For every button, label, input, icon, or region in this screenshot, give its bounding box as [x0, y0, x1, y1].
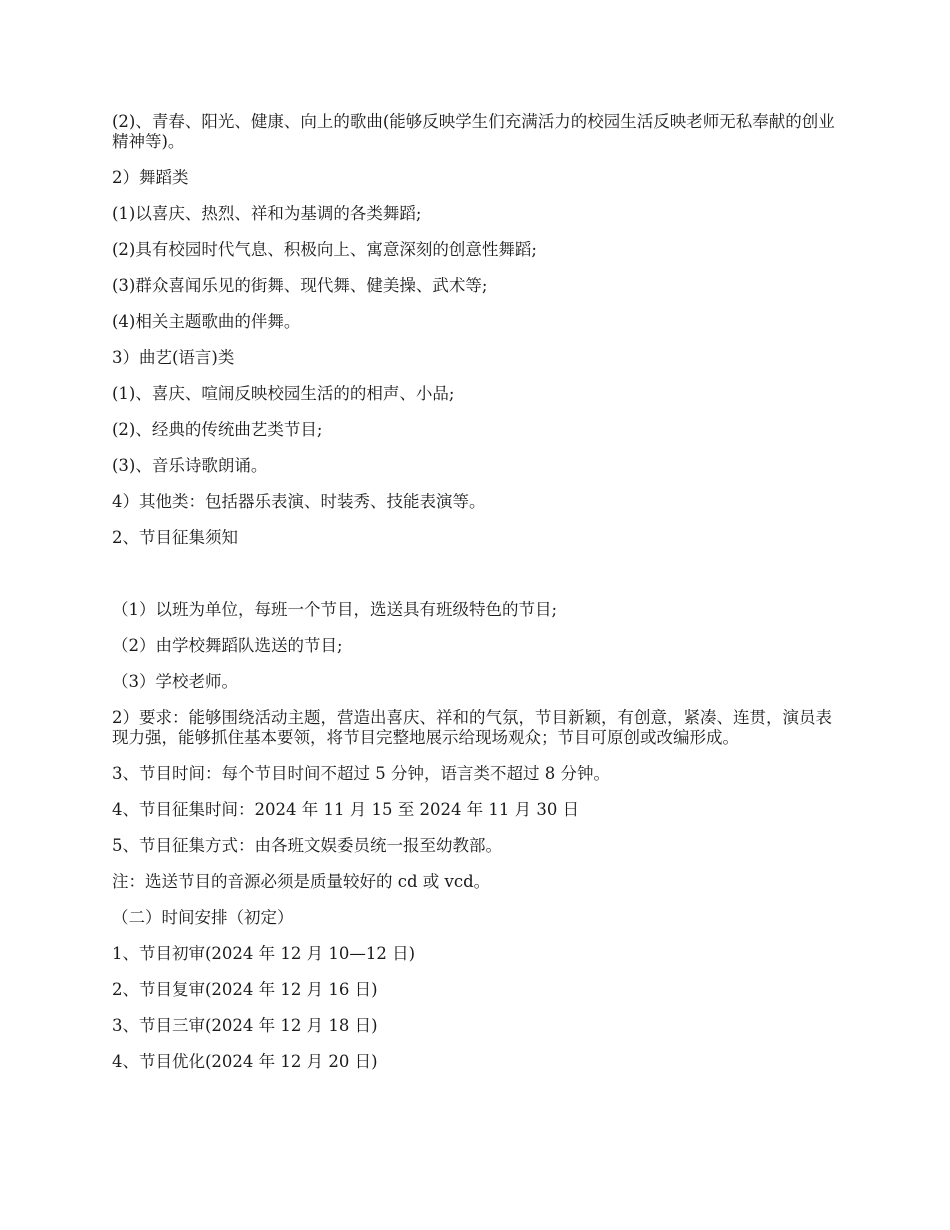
schedule-item-4: 4、节目优化(2024 年 12 月 20 日) — [112, 1052, 378, 1071]
schedule-item-3: 3、节目三审(2024 年 12 月 18 日) — [112, 1016, 378, 1035]
paragraph-quyi-1: (1)、喜庆、喧闹反映校园生活的的相声、小品; — [112, 384, 455, 403]
heading-schedule: （二）时间安排（初定） — [112, 908, 294, 927]
paragraph-song-youth: (2)、青春、阳光、健康、向上的歌曲(能够反映学生们充满活力的校园生活反映老师无私奉献的创业精神等)。 — [112, 112, 835, 151]
paragraph-quyi-3: (3)、音乐诗歌朗诵。 — [112, 456, 268, 475]
paragraph-program-time: 3、节目时间：每个节目时间不超过 5 分钟，语言类不超过 8 分钟。 — [112, 764, 610, 783]
paragraph-source-3: （3）学校老师。 — [112, 672, 238, 691]
paragraph-dance-4: (4)相关主题歌曲的伴舞。 — [112, 312, 301, 331]
paragraph-requirements: 2）要求：能够围绕活动主题，营造出喜庆、祥和的气氛，节目新颖，有创意，紧凑、连贯，演员表现力强，能够抓住基本要领，将节目完整地展示给现场观众；节目可原创或改编形成。 — [112, 708, 832, 747]
document-body — [112, 112, 838, 1088]
paragraph-source-2: （2）由学校舞蹈队选送的节目; — [112, 636, 343, 655]
paragraph-other: 4）其他类：包括器乐表演、时装秀、技能表演等。 — [112, 492, 486, 511]
paragraph-quyi-2: (2)、经典的传统曲艺类节目; — [112, 420, 323, 439]
schedule-item-1: 1、节目初审(2024 年 12 月 10—12 日) — [112, 944, 416, 963]
heading-dance: 2）舞蹈类 — [112, 168, 189, 187]
paragraph-dance-3: (3)群众喜闻乐见的街舞、现代舞、健美操、武术等; — [112, 276, 488, 295]
schedule-item-2: 2、节目复审(2024 年 12 月 16 日) — [112, 980, 378, 999]
paragraph-source-1: （1）以班为单位，每班一个节目，选送具有班级特色的节目; — [112, 600, 558, 619]
heading-quyi: 3）曲艺(语言)类 — [112, 348, 235, 367]
paragraph-collection-method: 5、节目征集方式：由各班文娱委员统一报至幼教部。 — [112, 836, 502, 855]
paragraph-dance-2: (2)具有校园时代气息、积极向上、寓意深刻的创意性舞蹈; — [112, 240, 537, 259]
paragraph-dance-1: (1)以喜庆、热烈、祥和为基调的各类舞蹈; — [112, 204, 422, 223]
paragraph-collection-time: 4、节目征集时间：2024 年 11 月 15 至 2024 年 11 月 30 日 — [112, 800, 580, 819]
heading-collection-notice: 2、节目征集须知 — [112, 528, 238, 547]
paragraph-note: 注：选送节目的音源必须是质量较好的 cd 或 vcd。 — [112, 872, 491, 891]
